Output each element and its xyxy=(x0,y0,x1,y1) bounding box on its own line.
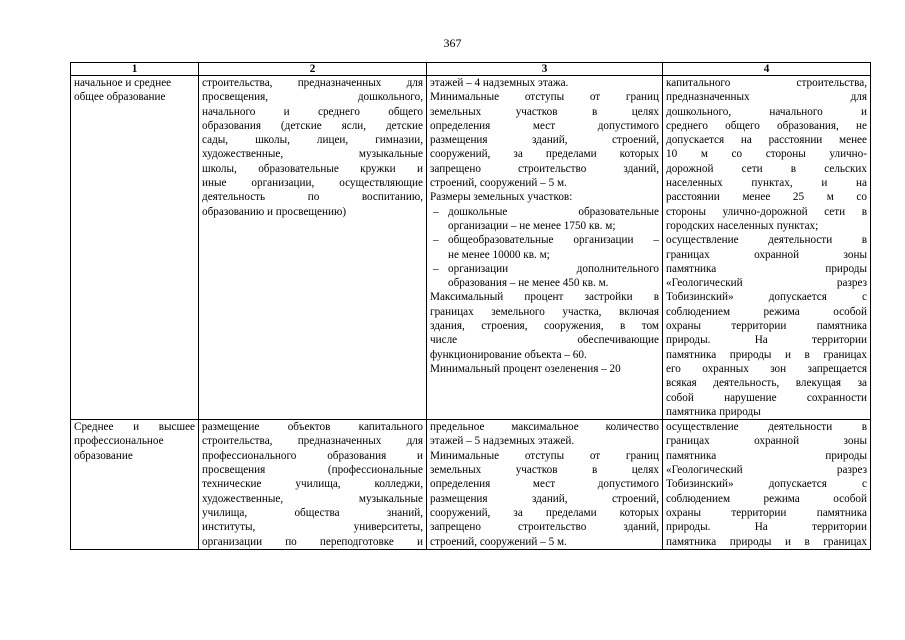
text-line: Минимальные отступы от границ xyxy=(430,91,659,104)
text-line: памятника природы xyxy=(666,262,867,275)
text-line: числе обеспечивающие xyxy=(430,334,659,347)
text-line: памятника природы xyxy=(666,405,761,418)
text-line: «Геологический разрез xyxy=(666,464,867,477)
text-line: организации дополнительного xyxy=(448,262,659,275)
text-line: образованию и просвещению) xyxy=(202,205,347,218)
text-line: училища, общества знаний, xyxy=(202,506,423,519)
text-line: профессиональное xyxy=(74,435,164,448)
text-line: строений, сооружений – 5 м. xyxy=(430,177,567,190)
cell-description xyxy=(199,76,427,420)
column-header-4: 4 xyxy=(663,63,871,76)
text-line: осуществление деятельности в xyxy=(666,234,867,247)
cell-parameters xyxy=(427,420,663,550)
text-line: иные организации, осуществляющие xyxy=(202,177,423,190)
text-line: Тобизинский» допускается с xyxy=(666,478,867,491)
text-line: природы. На территории xyxy=(666,521,867,534)
text-line: границах охранной зоны xyxy=(666,248,867,261)
column-header-1: 1 xyxy=(71,63,199,76)
text-line: собой нарушение сохранности xyxy=(666,391,867,404)
text-line: капитального строительства, xyxy=(666,77,867,89)
text-line: Размеры земельных участков: xyxy=(430,191,573,204)
text-line: образования – не менее 450 кв. м. xyxy=(448,277,609,290)
text-line: дорожной сети в сельских xyxy=(666,162,867,175)
text-line: памятника природы и в границах xyxy=(666,348,867,361)
text-line: определения мест допустимого xyxy=(430,478,659,491)
cell-parameters xyxy=(427,76,663,420)
text-line: профессионального образования и xyxy=(202,449,423,462)
text-line: школы, образовательные кружки и xyxy=(202,162,423,175)
text-line: природы. На территории xyxy=(666,334,867,347)
text-line: просвещения, дошкольного, xyxy=(202,91,423,104)
text-line: общеобразовательные организации – xyxy=(448,234,659,247)
text-line: охраны территории памятника xyxy=(666,506,867,519)
text-line: памятника природы и в границах xyxy=(666,535,867,548)
text-line: земельных участков в целях xyxy=(430,464,659,477)
text-line: Тобизинский» допускается с xyxy=(666,291,867,304)
text-line: границах охранной зоны xyxy=(666,435,867,448)
text-line: предназначенных для xyxy=(666,91,867,104)
text-line: границах земельного участка, включая xyxy=(430,305,659,318)
text-line: земельных участков в целях xyxy=(430,105,659,118)
text-line: начального и среднего общего xyxy=(202,105,423,118)
text-line: определения мест допустимого xyxy=(430,119,659,132)
text-line: деятельность по воспитанию, xyxy=(202,191,423,204)
text-line: художественные, музыкальные xyxy=(202,148,423,161)
text-line: размещения зданий, строений, xyxy=(430,134,659,147)
text-line: художественные, музыкальные xyxy=(202,492,423,505)
text-line: функционирование объекта – 60. xyxy=(430,348,587,361)
text-line: начальное и среднее xyxy=(74,77,172,89)
text-line: сооружений, за пределами которых xyxy=(430,506,659,519)
text-line: осуществление деятельности в xyxy=(666,421,867,434)
text-line: организации – не менее 1750 кв. м; xyxy=(448,219,616,232)
table-row xyxy=(71,76,871,420)
text-line: размещение объектов капитального xyxy=(202,421,423,434)
text-line: всякая деятельность, влекущая за xyxy=(666,377,867,390)
text-line: просвещения (профессиональные xyxy=(202,464,423,477)
cell-restrictions xyxy=(663,76,871,420)
text-line: «Геологический разрез xyxy=(666,277,867,290)
text-line: образование xyxy=(74,449,133,462)
text-line: соблюдением режима особой xyxy=(666,305,867,318)
text-line: здания, строения, сооружения, в том xyxy=(430,320,659,333)
text-line: его охранных зон запрещается xyxy=(666,362,867,375)
cell-use-type xyxy=(71,76,199,420)
dash-bullet: – xyxy=(433,262,439,275)
text-line: сооружений, за пределами которых xyxy=(430,148,659,161)
text-line: запрещено строительство зданий, xyxy=(430,521,659,534)
text-line: этажей – 4 надземных этажа. xyxy=(430,77,569,89)
list-item xyxy=(430,205,659,234)
text-line: этажей – 5 надземных этажей. xyxy=(430,435,575,448)
text-line: дошкольные образовательные xyxy=(448,205,659,218)
text-line: 10 м со стороны улично- xyxy=(666,148,867,161)
dash-bullet: – xyxy=(433,234,439,247)
column-header-3: 3 xyxy=(427,63,663,76)
text-line: сады, школы, лицеи, гимназии, xyxy=(202,134,423,147)
text-line: строительства, предназначенных для xyxy=(202,77,423,89)
text-line: среднего общего образования, не xyxy=(666,119,867,132)
table-row xyxy=(71,420,871,550)
text-line: размещения зданий, строений, xyxy=(430,492,659,505)
text-line: не менее 10000 кв. м; xyxy=(448,248,550,261)
regulations-table xyxy=(70,62,871,550)
text-line: запрещено строительство зданий, xyxy=(430,162,659,175)
column-header-2: 2 xyxy=(199,63,427,76)
table-header-row xyxy=(71,63,871,76)
list-item xyxy=(430,233,659,262)
text-line: Минимальные отступы от границ xyxy=(430,449,659,462)
cell-description xyxy=(199,420,427,550)
text-line: общее образование xyxy=(74,91,166,104)
page-number: 367 xyxy=(443,36,462,50)
text-line: Максимальный процент застройки в xyxy=(430,291,659,304)
cell-use-type xyxy=(71,420,199,550)
text-line: допускается на расстоянии менее xyxy=(666,134,867,147)
text-line: стороны улично-дорожной сети в xyxy=(666,205,867,218)
text-line: Среднее и высшее xyxy=(74,421,195,434)
text-line: образования (детские ясли, детские xyxy=(202,119,423,132)
dash-bullet: – xyxy=(433,205,439,218)
text-line: Минимальный процент озеленения – 20 xyxy=(430,362,621,375)
text-line: городских населенных пунктах; xyxy=(666,219,819,232)
list-item xyxy=(430,262,659,291)
text-line: памятника природы xyxy=(666,449,867,462)
text-line: строений, сооружений – 5 м. xyxy=(430,535,567,548)
cell-restrictions xyxy=(663,420,871,550)
text-line: дошкольного, начального и xyxy=(666,105,867,118)
text-line: организации по переподготовке и xyxy=(202,535,423,548)
text-line: предельное максимальное количество xyxy=(430,421,659,434)
text-line: охраны территории памятника xyxy=(666,320,867,333)
text-line: населенных пунктах, и на xyxy=(666,177,867,190)
text-line: строительства, предназначенных для xyxy=(202,435,423,448)
text-line: расстоянии менее 25 м со xyxy=(666,191,867,204)
text-line: институты, университеты, xyxy=(202,521,423,534)
text-line: технические училища, колледжи, xyxy=(202,478,423,491)
text-line: соблюдением режима особой xyxy=(666,492,867,505)
